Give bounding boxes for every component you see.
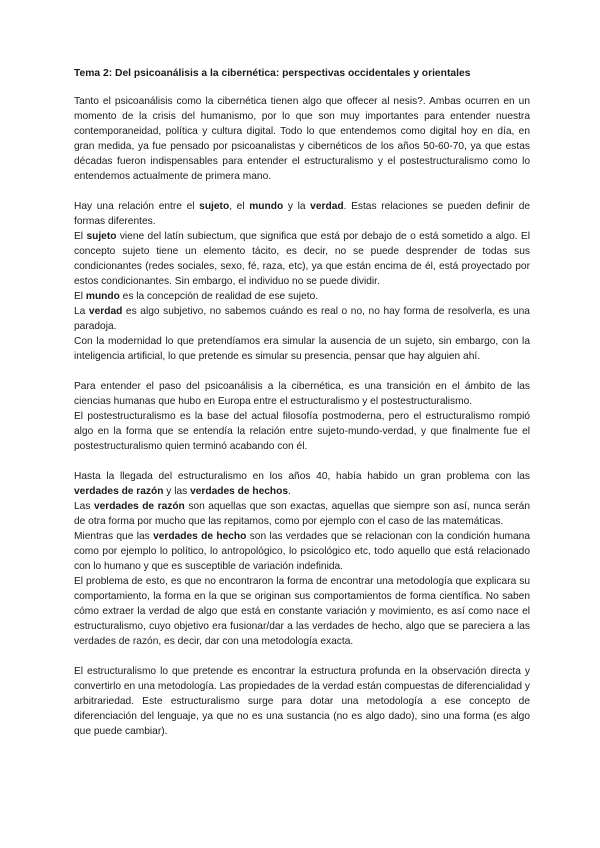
term-mundo: mundo: [85, 291, 120, 302]
term-verdad: verdad: [310, 201, 344, 212]
term-verdades-de-hechos: verdades de hechos: [190, 486, 289, 497]
term-verdades-de-razon: verdades de razón: [74, 486, 164, 497]
paragraph-verdades-razon: Las verdades de razón son aquellas que son exactas, aquellas que siempre son así, nunca serán de otra forma por mucho que las repitamos, como por ejemplo con el caso de las matemáticas.: [74, 501, 531, 527]
term-sujeto: sujeto: [199, 201, 230, 212]
paragraph-verdades-hecho: Mientras que las verdades de hecho son las verdades que se relacionan con la condición humana como por ejemplo lo político, lo antropológico, lo psicológico etc, todo aquello que está relacionado con lo humano y que es susceptible de variación indefinida.: [74, 531, 531, 572]
paragraph-transicion: Para entender el paso del psicoanálisis a la cibernética, es una transición en el ámbito de las ciencias humanas que hubo en Europa entre el estructuralismo y el postestructuralismo.: [74, 381, 530, 407]
document-title: Tema 2: Del psicoanálisis a la cibernética: perspectivas occidentales y orientales: [74, 68, 471, 79]
paragraph-estructuralismo: El estructuralismo lo que pretende es encontrar la estructura profunda en la observación directa y convertirlo en una metodología. Las propiedades de la verdad están compuestas de diferencialidad y arbitrariedad. Este estructuralismo surge para dotar una metodología a ese concepto de diferenciación del lenguaje, ya que no es una sustancia (no es algo dado), sino una forma (es algo que puede cambiar).: [74, 666, 530, 737]
paragraph-mundo: El mundo es la concepción de realidad de ese sujeto.: [74, 291, 319, 302]
paragraph-intro: Tanto el psicoanálisis como la cibernética tienen algo que offecer al nesis?. Ambas ocurren en un momento de la crisis del humanismo, por lo que son muy importantes para entender nuestra contemporaneidad, política y cultura digital. Todo lo que entendemos como digital hoy en día, en gran medida, ya fue pensado por psicoanalistas y cibernéticos de los años 50-60-70, ya que estas décadas fueron indispensables para entender el estructuralismo y el postestructuralismo como lo entendemos actualmente de primera mano.: [74, 96, 530, 182]
document-page: [74, 66, 530, 754]
paragraph-postestructuralismo: El postestructuralismo es la base del actual filosofía postmoderna, pero el estructuralismo rompió algo en la forma que se entendía la relación entre sujeto-mundo-verdad, y que finalmente fue el postestructuralismo quien terminó acabando con él.: [74, 411, 530, 452]
paragraph-problema-verdades: Hasta la llegada del estructuralismo en los años 40, había habido un gran problema con las verdades de razón y las verdades de hechos.: [74, 471, 530, 497]
term-verdades-de-hecho: verdades de hecho: [153, 531, 247, 542]
paragraph-problema-metodologia: El problema de esto, es que no encontraron la forma de encontrar una metodología que explicara su comportamiento, la forma en la que se originan sus comportamientos de forma científica. No saben cómo extraer la verdad de algo que está en constante variación y movimiento, es así como nace el estructuralismo, cuyo objetivo era fusionar/dar a las verdades de hecho, algo que se pareciera a las verdades de razón, es decir, dar con una metodología exacta.: [74, 576, 530, 647]
term-verdades-de-razon: verdades de razón: [93, 501, 185, 512]
paragraph-verdad: La verdad es algo subjetivo, no sabemos cuándo es real o no, no hay forma de resolverla, es una paradoja.: [74, 306, 530, 332]
term-sujeto: sujeto: [86, 231, 117, 242]
paragraph-sujeto: El sujeto viene del latín subiectum, que significa que está por debajo de o está sometido a algo. El concepto sujeto tiene un elemento tácito, es decir, no se puede desprender de todas sus condicionantes (redes sociales, sexo, fé, raza, etc), ya que están encima de él, está proyectado por estos condicionantes. Sin embargo, el individuo no se puede dividir.: [74, 231, 530, 287]
paragraph-relation: Hay una relación entre el sujeto, el mundo y la verdad. Estas relaciones se pueden definir de formas diferentes.: [74, 201, 531, 227]
section-transition: [74, 379, 530, 454]
term-mundo: mundo: [249, 201, 284, 212]
paragraph-modernidad: Con la modernidad lo que pretendíamos era simular la ausencia de un sujeto, sin embargo, con la inteligencia artificial, lo que pretende es simular su presencia, pensar que hay alguien ahí.: [74, 336, 530, 362]
section-subject-world-truth: [74, 199, 530, 364]
term-verdad: verdad: [88, 306, 123, 317]
section-truths: [74, 469, 530, 649]
